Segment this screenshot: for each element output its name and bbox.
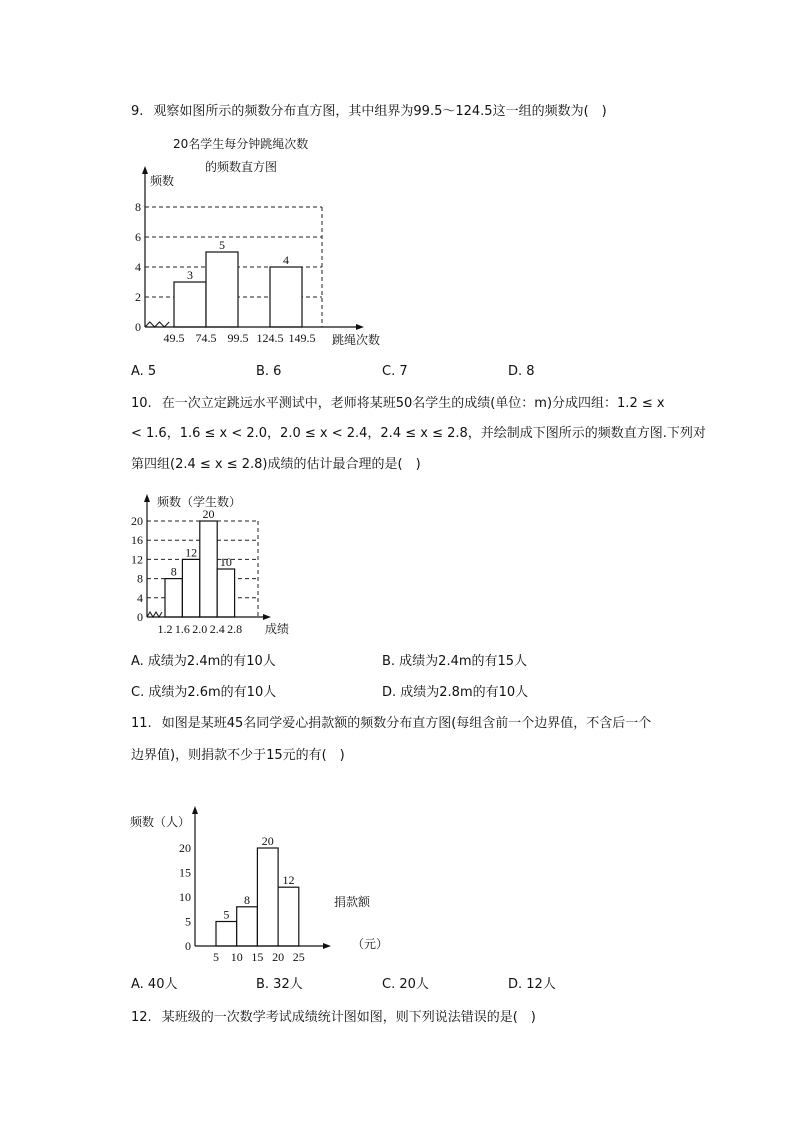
x-axis-arrow-icon: [356, 324, 364, 330]
y-tick-label: 15: [179, 865, 191, 880]
question-number: 11.: [131, 716, 152, 731]
option-a[interactable]: A. 40人: [131, 977, 178, 992]
y-tick-label: 4: [137, 590, 143, 605]
option-b[interactable]: B. 32人: [256, 977, 303, 992]
y-axis-arrow-icon: [144, 494, 150, 502]
option-d[interactable]: D. 8: [508, 364, 535, 379]
x-tick-label: 15: [251, 950, 264, 964]
y-axis-arrow-icon: [192, 806, 198, 814]
bar-data-label: 5: [219, 238, 225, 252]
y-tick-label: 8: [137, 571, 143, 586]
option-b[interactable]: B. 成绩为2.4m的有15人: [382, 654, 528, 669]
question-number: 9.: [131, 104, 144, 119]
x-tick-label: 1.2: [157, 622, 173, 636]
y-tick-label: 10: [179, 890, 191, 904]
bar-data-label: 4: [283, 253, 289, 267]
y-tick-label: 6: [135, 230, 141, 244]
y-tick-label: 0: [185, 939, 191, 953]
option-a[interactable]: A. 5: [131, 364, 157, 379]
y-tick-label: 0: [135, 320, 141, 334]
option-d[interactable]: D. 12人: [508, 977, 556, 992]
option-b[interactable]: B. 6: [256, 364, 282, 379]
y-tick-label: 12: [131, 552, 143, 567]
option-d[interactable]: D. 成绩为2.8m的有10人: [382, 685, 529, 700]
y-tick-label: 20: [179, 841, 191, 855]
y-axis-arrow-icon: [142, 166, 148, 174]
option-c[interactable]: C. 成绩为2.6m的有10人: [131, 685, 277, 700]
option-a[interactable]: A. 成绩为2.4m的有10人: [131, 654, 276, 669]
histogram-bar: [200, 521, 217, 617]
y-tick-label: 4: [135, 260, 141, 274]
question-number: 12.: [131, 1010, 152, 1025]
x-axis-arrow-icon: [323, 943, 331, 949]
bar-data-label: 3: [187, 268, 193, 282]
chart-title: 20名学生每分钟跳绳次数: [173, 137, 309, 151]
histogram-bar: [278, 887, 299, 946]
y-axis-label: 频数（学生数）: [157, 495, 242, 509]
x-axis-label: 成绩: [265, 622, 290, 636]
histogram-bar: [237, 907, 258, 946]
question-text: 观察如图所示的频数分布直方图，其中组界为99.5～124.5这一组的频数为( ): [153, 104, 607, 119]
y-tick-label: 0: [137, 610, 143, 624]
x-tick-label: 5: [213, 950, 219, 964]
x-axis-unit: （元）: [352, 937, 389, 951]
x-axis-label: 跳绳次数: [332, 333, 381, 347]
histogram-bar: [257, 848, 278, 946]
bar-data-label: 12: [282, 873, 295, 888]
question-text: 某班级的一次数学考试成绩统计图如图，则下列说法错误的是( ): [161, 1010, 536, 1025]
x-tick-label: 149.5: [288, 331, 316, 345]
x-tick-label: 2.0: [192, 622, 208, 636]
question-number: 10.: [131, 396, 152, 411]
x-tick-label: 2.8: [227, 622, 243, 636]
histogram-bar: [270, 267, 302, 327]
x-tick-label: 20: [272, 950, 285, 964]
x-tick-label: 1.6: [174, 622, 190, 636]
x-tick-label: 99.5: [227, 331, 249, 345]
question-text: 第四组(2.4 ≤ x ≤ 2.8)成绩的估计最合理的是( ): [131, 457, 421, 472]
bar-data-label: 8: [244, 892, 251, 907]
y-tick-label: 5: [185, 914, 191, 929]
y-axis-label: 频数: [150, 174, 175, 188]
y-axis-label: 频数（人）: [130, 815, 191, 829]
histogram-bar: [206, 252, 238, 327]
bar-data-label: 8: [170, 564, 177, 579]
bar-data-label: 10: [219, 555, 232, 569]
question-text: 在一次立定跳远水平测试中，老师将某班50名学生的成绩(单位：m)分成四组：1.2 ≤ x: [161, 396, 665, 411]
question-text: 如图是某班45名同学爱心捐款额的频数分布直方图(每组含前一个边界值，不含后一个: [161, 716, 652, 731]
histogram-bar: [182, 559, 199, 617]
x-axis-label: 捐款额: [334, 895, 371, 909]
bar-data-label: 20: [261, 834, 274, 848]
histogram-bar: [216, 922, 237, 947]
x-tick-label: 10: [230, 950, 243, 964]
x-tick-label: 25: [292, 950, 305, 964]
x-tick-label: 2.4: [209, 622, 225, 636]
y-tick-label: 8: [135, 200, 141, 214]
histogram-bar: [217, 569, 234, 617]
option-c[interactable]: C. 20人: [382, 977, 429, 992]
y-tick-label: 2: [135, 290, 141, 304]
x-axis-arrow-icon: [263, 614, 271, 620]
histogram-bar: [174, 282, 206, 327]
question-text: 边界值)，则捐款不少于15元的有( ): [131, 748, 345, 763]
chart-title: 的频数直方图: [205, 160, 278, 174]
bar-data-label: 5: [223, 907, 230, 922]
histogram-bar: [165, 579, 182, 617]
y-tick-label: 20: [131, 514, 143, 528]
option-c[interactable]: C. 7: [382, 364, 408, 379]
x-tick-label: 124.5: [256, 331, 284, 345]
y-tick-label: 16: [131, 533, 143, 548]
bar-data-label: 20: [202, 507, 215, 521]
x-tick-label: 49.5: [163, 331, 185, 345]
question-text: < 1.6，1.6 ≤ x < 2.0，2.0 ≤ x < 2.4，2.4 ≤ x ≤ 2.8，并绘制成下图所示的频数直方图.下列对: [131, 426, 706, 441]
bar-data-label: 12: [185, 545, 198, 560]
x-tick-label: 74.5: [195, 331, 217, 345]
